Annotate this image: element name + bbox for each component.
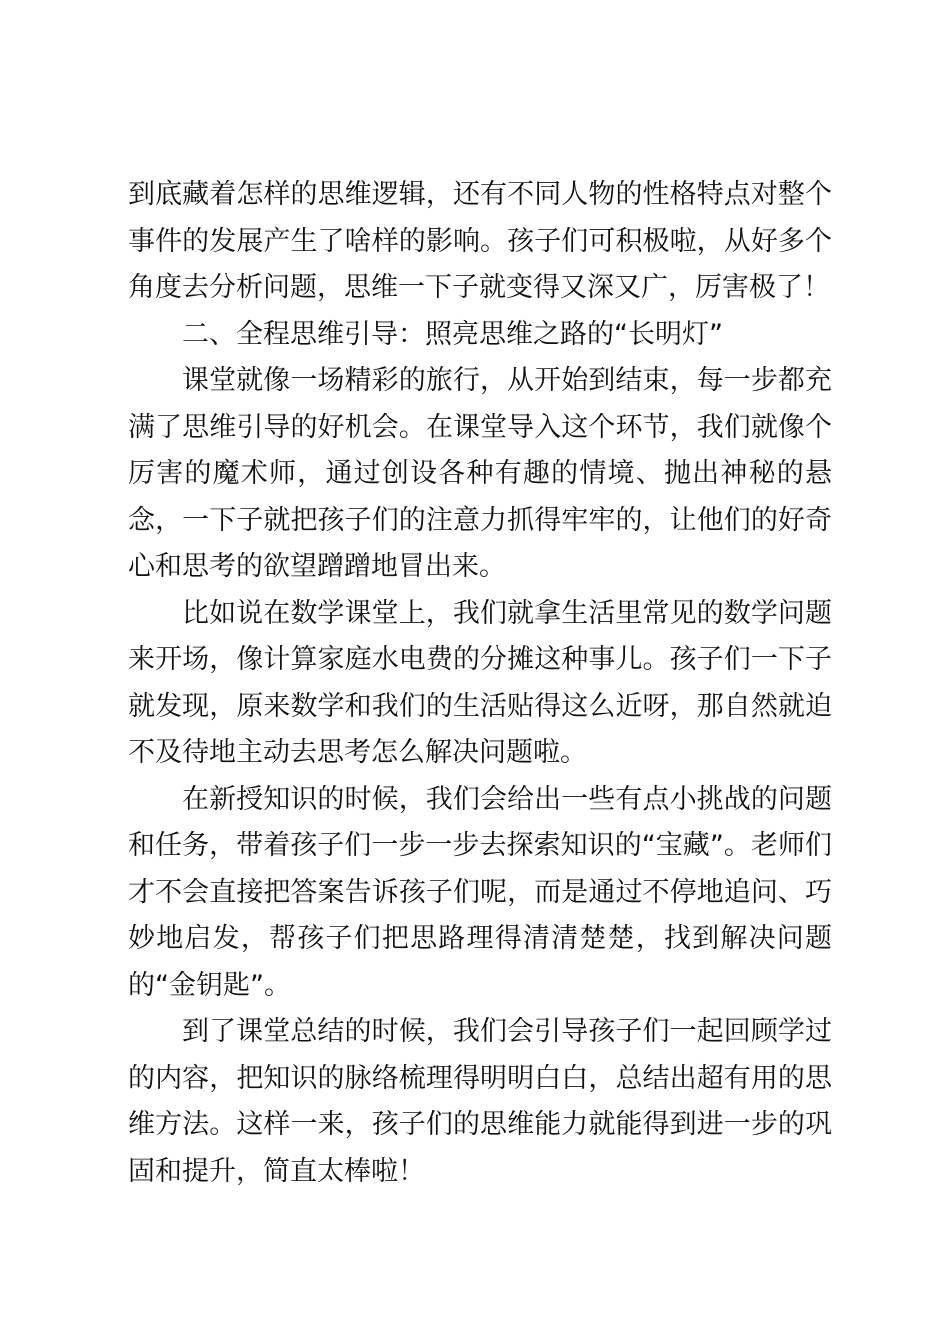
paragraph-summary: 到了课堂总结的时候，我们会引导孩子们一起回顾学过的内容，把知识的脉络梳理得明明白白，总结出超有用的思维方法。这样一来，孩子们的思维能力就能得到进一步的巩固和提升，简直太棒啦！	[128, 1016, 832, 1187]
paragraph-classroom-journey: 课堂就像一场精彩的旅行，从开始到结束，每一步都充满了思维引导的好机会。在课堂导入这个环节，我们就像个厉害的魔术师，通过创设各种有趣的情境、抛出神秘的悬念，一下子就把孩子们的注意力抓得牢牢的，让他们的好奇心和思考的欲望蹭蹭地冒出来。	[128, 365, 832, 582]
paragraph-new-knowledge: 在新授知识的时候，我们会给出一些有点小挑战的问题和任务，带着孩子们一步一步去探索知识的“宝藏”。老师们才不会直接把答案告诉孩子们呢，而是通过不停地追问、巧妙地启发，帮孩子们把思路理得清清楚楚，找到解决问题的“金钥匙”。	[128, 783, 832, 1001]
section-heading: 二、全程思维引导：照亮思维之路的“长明灯”	[182, 318, 723, 350]
paragraph-math-example: 比如说在数学课堂上，我们就拿生活里常见的数学问题来开场，像计算家庭水电费的分摊这种事儿。孩子们一下子就发现，原来数学和我们的生活贴得这么近呀，那自然就迫不及待地主动去思考怎么解决问题啦。	[128, 597, 832, 768]
document-body	[128, 172, 832, 1195]
paragraph-continuation: 到底藏着怎样的思维逻辑，还有不同人物的性格特点对整个事件的发展产生了啥样的影响。孩子们可积极啦，从好多个角度去分析问题，思维一下子就变得又深又广，厉害极了！	[128, 179, 832, 303]
